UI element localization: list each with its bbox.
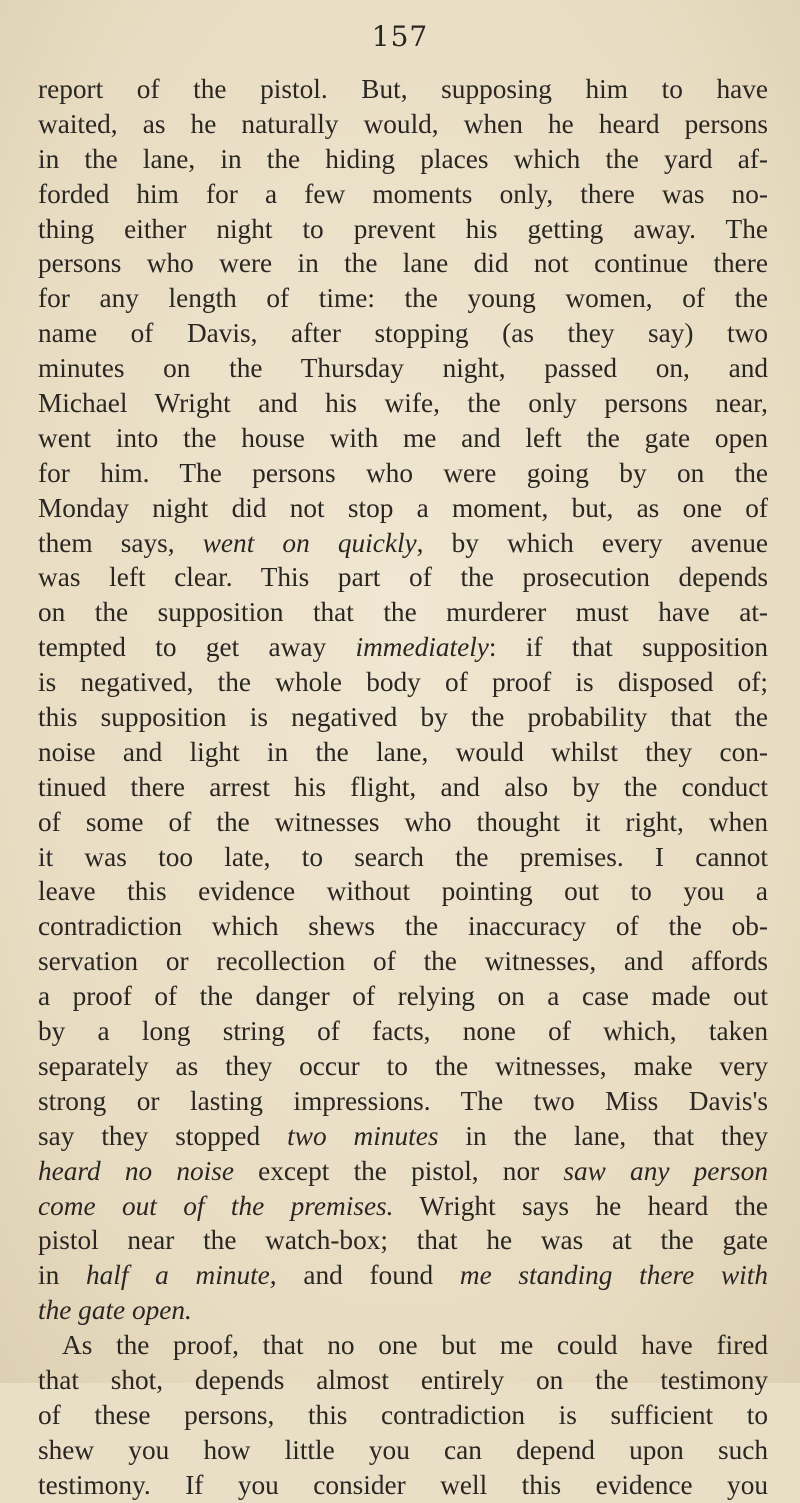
- text-line: pistol near the watch-box; that he was at the gate: [38, 1225, 768, 1256]
- text-run: in: [38, 1260, 86, 1291]
- text-line: of some of the witnesses who thought it right, when: [38, 806, 768, 837]
- text-line: minutes on the Thursday night, passed on, and: [38, 353, 768, 384]
- text-run: : if that supposition: [488, 632, 768, 663]
- text-line: [38, 526, 768, 561]
- italic-text: went on quickly: [202, 527, 417, 558]
- italic-text: me standing there with: [459, 1260, 768, 1291]
- text-line: separately as they occur to the witnesses, make very: [38, 1050, 768, 1081]
- text-run: Wright says he heard the: [393, 1190, 768, 1221]
- text-run: them says,: [38, 527, 203, 558]
- text-run: except the pistol, nor: [233, 1155, 564, 1186]
- italic-text: half a minute,: [85, 1260, 277, 1291]
- italic-text: immediately: [355, 632, 489, 663]
- text-line: Michael Wright and his wife, the only persons near,: [38, 388, 768, 419]
- text-line: tinued there arrest his flight, and also by the conduct: [38, 771, 768, 802]
- text-line: it was too late, to search the premises. I cannot: [38, 841, 768, 872]
- text-line: went into the house with me and left the gate open: [38, 422, 768, 453]
- text-line: for him. The persons who were going by on the: [38, 457, 768, 488]
- body-text: [38, 72, 768, 1503]
- text-line: [38, 1119, 768, 1154]
- italic-text: two minutes: [287, 1120, 439, 1151]
- text-line: forded him for a few moments only, there was no-: [38, 178, 768, 209]
- text-run: in the lane, that they: [438, 1120, 769, 1151]
- text-line: was left clear. This part of the prosecution depends: [38, 562, 768, 593]
- text-run: , by which every avenue: [416, 527, 768, 558]
- text-line: waited, as he naturally would, when he heard persons: [38, 108, 768, 139]
- text-line: persons who were in the lane did not continue there: [38, 248, 768, 279]
- italic-text: come out of the premises.: [38, 1190, 394, 1221]
- text-run: and found: [276, 1260, 460, 1291]
- text-line: leave this evidence without pointing out to you a: [38, 876, 768, 907]
- text-line: report of the pistol. But, supposing him to have: [38, 74, 768, 104]
- text-line: shew you how little you can depend upon such: [38, 1434, 768, 1465]
- text-line: [38, 1258, 768, 1293]
- text-line: strong or lasting impressions. The two Miss Davis's: [38, 1085, 768, 1116]
- text-line: is negatived, the whole body of proof is disposed of;: [38, 667, 768, 698]
- text-line: name of Davis, after stopping (as they say) two: [38, 318, 768, 349]
- italic-text: saw any person: [563, 1155, 768, 1186]
- text-line: by a long string of facts, none of which, taken: [38, 1016, 768, 1047]
- text-line: servation or recollection of the witnesses, and affords: [38, 946, 768, 977]
- text-run: tempted to get away: [38, 632, 356, 663]
- text-line: on the supposition that the murderer must have at-: [38, 597, 768, 628]
- text-line: a proof of the danger of relying on a case made out: [38, 981, 768, 1012]
- italic-text: the gate open.: [38, 1295, 192, 1326]
- italic-text: heard no noise: [38, 1155, 234, 1186]
- text-line: [38, 630, 768, 665]
- text-line: for any length of time: the young women, of the: [38, 283, 768, 314]
- text-line: [38, 1189, 768, 1224]
- text-line: Monday night did not stop a moment, but, as one of: [38, 492, 768, 523]
- text-line: contradiction which shews the inaccuracy of the ob-: [38, 911, 768, 942]
- text-line: As the proof, that no one but me could have fired: [62, 1330, 768, 1361]
- text-line: this supposition is negatived by the probability that the: [38, 702, 768, 733]
- text-run: say they stopped: [38, 1120, 288, 1151]
- text-line: in the lane, in the hiding places which the yard af-: [38, 143, 768, 174]
- text-line: that shot, depends almost entirely on the testimony: [38, 1364, 768, 1395]
- text-line: [38, 1154, 768, 1189]
- text-line: testimony. If you consider well this evidence you: [38, 1469, 768, 1500]
- page-number: 157: [371, 20, 429, 53]
- text-line: [38, 1293, 768, 1328]
- text-line: of these persons, this contradiction is sufficient to: [38, 1399, 768, 1430]
- text-line: thing either night to prevent his getting away. The: [38, 213, 768, 244]
- text-line: noise and light in the lane, would whilst they con-: [38, 736, 768, 767]
